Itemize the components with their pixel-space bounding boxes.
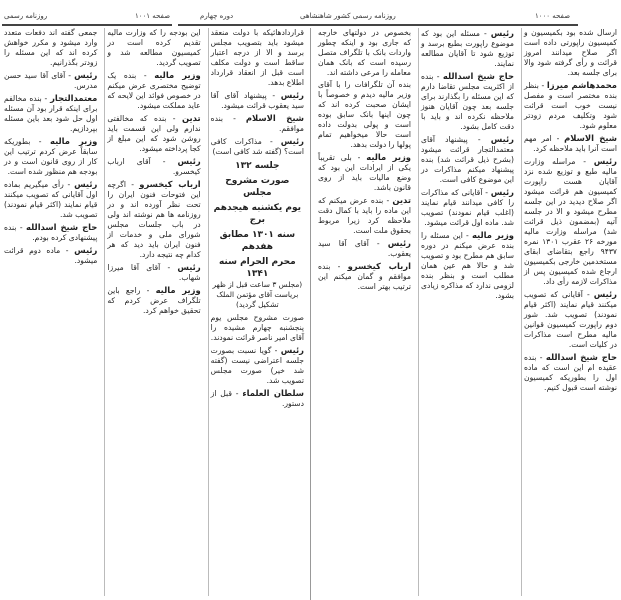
right-page-number: صفحه ۱۰۰۰	[535, 12, 571, 20]
paragraph-text: آقای آقا سید یعقوب.	[318, 239, 411, 258]
speaker-name: رئیس	[74, 245, 98, 255]
paragraph-text: بنده عرض میکنم که این ماده را باید با کمال دقت ملاحظه کرد زیرا مربوط بحقوق ملت است.	[318, 196, 411, 235]
paragraph: رئیس - آقایانی که تصویب میکنند قیام نمایند (اکثر قیام نمودند) تصویب شد. شور دوم راپورت کمیسیون قوانین مالیه مطرح است مذاکرات در کلیات است.	[524, 289, 617, 349]
paragraph-text: آقای آقا میرزا شهاب.	[107, 263, 201, 282]
paragraph-text: بلی تقریباً یکی از ایرادات این بود که وضع مالیات باید از روی قانون باشد.	[318, 153, 411, 192]
paragraph: محمدهاشم میرزا - بنظر بنده مختصر است و مفصل نیست خوب است قرائت شود وتکلیف مردم زودتر معلوم شود.	[524, 80, 617, 130]
paragraph-text: بنده آن تلگرافات را با آقای وزیر مالیه دیدم و خصوصاً با ایشان صحبت کرده اند که چون اینها بانک سابق بوده است و پولی بدولت داده است حالا میخواهیم تمام پولها را دولت بدهد.	[318, 80, 411, 149]
paragraph: حاج شیخ اسدالله - بنده عقیده ام این است که ماده اول را بطوریکه کمیسیون نوشته است قبول کنیم.	[524, 352, 617, 392]
right-page-title: روزنامه رسمی کشور شاهنشاهی	[300, 12, 396, 20]
paragraph-text: آقایانی که مذاکرات را کافی میدانند قیام نمایند (اغلب قیام نمودند) تصویب شد. ماده اول قرائت میشود.	[421, 188, 514, 227]
paragraph	[318, 80, 411, 150]
session-heading: جلسه ۱۳۲	[235, 161, 280, 171]
speaker-name: رئیس	[74, 70, 98, 80]
paragraph: رئیس - پیشنهاد آقای معتمدالتجار قرائت میشود (بشرح ذیل قرائت شد) بنده پیشنهاد میکنم مذاکرات در این موضوع کافی است.	[421, 134, 514, 184]
paragraph	[211, 28, 304, 88]
speaker-name: حاج شیخ اسدالله	[26, 222, 98, 232]
speaker-name: رئیس	[490, 187, 514, 197]
paragraph: رئیس - آقایانی که مذاکرات را کافی میدانند قیام نمایند (اغلب قیام نمودند) تصویب شد. ماده اول قرائت میشود.	[421, 187, 514, 227]
speaker-name: رئیس	[280, 136, 305, 146]
paragraph-text: مراسله وزارت مالیه طبع و توزیع شده نزد آقایان هست راپورت کمیسیون هم قرائت میشود اگر صلاح دیدید در این جلسه مطرح میشود و الا در جلسه آتیه (بمضمون ذیل قرائت شد) مراسله وزارت مالیه مورخه ۲۶ عقرب ۱۳۰۱ نمره ۹۴۳۷ راجع بتقاضای ابقای مستخدمین خارجی بکمیسیون ارجاع شده کمیسیون پس از مذاکرات لازمه رأی داد.	[524, 157, 617, 286]
paragraph-text: بطوریکه سابقاً عرض کردم ترتیب این کار از روی قانون است و در بودجه هم منظور شده است.	[4, 137, 98, 176]
left-page	[2, 28, 306, 596]
speaker-name: رئیس	[593, 289, 617, 299]
running-header	[0, 0, 621, 22]
paragraph	[211, 313, 304, 343]
speaker-name: شیخ الاسلام	[564, 133, 617, 143]
speaker-name: رئیس	[177, 262, 201, 272]
paragraph: شیخ الاسلام - بنده موافقم.	[210, 113, 304, 133]
paragraph: ارباب کیخسرو - بنده موافقم و گمان میکنم این ترتیب بهتر است.	[318, 261, 411, 291]
paragraph	[524, 28, 617, 78]
session-note: (مجلس ۳ ساعت قبل از ظهر بریاست آقای مؤتمن الملک تشکیل گردید)	[212, 280, 303, 309]
text-column	[418, 28, 516, 596]
session-heading: محرم الحرام سنه ۱۳۴۱	[218, 257, 296, 279]
paragraph: وزیر مالیه - راجع باین تلگراف عرض کردم که تحقیق خواهم کرد.	[107, 285, 201, 315]
text-column	[521, 28, 619, 596]
paragraph: حاج شیخ اسدالله - بنده از اکثریت مجلس تقاضا دارم که این مسئله را بگذارند برای جلسه بعد چون آقایان هنوز ملاحظه نکرده اند و باید با دقت کامل بشود.	[421, 71, 514, 131]
paragraph: ارباب کیخسرو - اگرچه این فتوحات فنون ایران را تحت نظر آورده اند و در روزنامه ها هم نوشته اند ولی در باب جلسات مجلس شورای ملی و خدمات از فنون ایران باید دید که هر کدام چه نتیجه دارد.	[107, 179, 201, 259]
speaker-name: حاج شیخ اسدالله	[545, 352, 617, 362]
paragraph: رئیس - ماده دوم قرائت میشود.	[4, 245, 98, 265]
paragraph-text: رأی میگیریم بماده اول آقایانی که تصویب میکنند قیام نمایند (اکثر قیام نمودند) تصویب شد.	[4, 180, 98, 219]
paragraph-text: راجع باین تلگراف عرض کردم که تحقیق خواهم کرد.	[107, 286, 201, 315]
paragraph-text: جمعی گفته اند دفعات متعدد وارد میشود و مکرر خواهش کرده اند که این مسئله را زودتر بگذرانیم.	[4, 28, 98, 67]
paragraph	[318, 28, 411, 78]
speaker-name: وزیر مالیه	[471, 230, 514, 240]
speaker-name: وزیر مالیه	[154, 70, 201, 80]
paragraph-text: بنده مخالفم برای اینکه قرار بود آن مسئله اول حل شود بعد باین مسئله بپردازیم.	[4, 94, 98, 133]
left-page-title: روزنامه رسمی	[4, 12, 48, 20]
paragraph-text: آقای ارباب کیخسرو.	[107, 157, 201, 176]
speaker-name: ارباب کیخسرو	[347, 261, 411, 271]
paragraph-text: این مسئله را بنده عرض میکنم در دوره سابق هم مطرح بود و تصویب شد و حالا هم عین همان مطلب است و بنظر بنده لزومی ندارد که مذاکره زیادی بشود.	[421, 231, 514, 300]
paragraph-text: بنده از اکثریت مجلس تقاضا دارم که این مسئله را بگذارند برای جلسه بعد چون آقایان هنوز ملاحظه نکرده اند و باید با دقت کامل بشود.	[421, 72, 514, 131]
paragraph: تدین - بنده که مخالفتی ندارم ولی این قسمت باید روشن شود که این مبلغ از کجا پرداخته میشود.	[107, 113, 201, 153]
paragraph-text: این بودجه را که وزارت مالیه تقدیم کرده است در کمیسیون مطالعه شد و تصویب گردید.	[107, 28, 201, 67]
paragraph-text: آقایانی که تصویب میکنند قیام نمایند (اکثر قیام نمودند) تصویب شد. شور دوم راپورت کمیسیون قوانین مالیه مطرح است مذاکرات در کلیات است.	[524, 290, 617, 349]
session-heading: یوم یکشنبه هیجدهم برج	[213, 203, 302, 225]
speaker-name: رئیس	[490, 134, 514, 144]
paragraph-text: اگرچه این فتوحات فنون ایران را تحت نظر آورده اند و در روزنامه ها هم نوشته اند ولی در باب جلسات مجلس شورای ملی و خدمات از فنون ایران باید دید که هر کدام چه نتیجه دارد.	[107, 180, 201, 259]
text-column	[316, 28, 413, 596]
paragraph: رئیس - آقای آقا میرزا شهاب.	[107, 262, 201, 282]
paragraph-text: امر مهم است آنرا باید ملاحظه کرد.	[524, 134, 617, 153]
speaker-name: تدین	[392, 195, 411, 205]
paragraph: حاج شیخ اسدالله - بنده پیشنهادی کرده بودم.	[4, 222, 98, 242]
speaker-name: رئیس	[490, 28, 514, 38]
paragraph: رئیس - آقای آقا سید یعقوب.	[318, 238, 411, 258]
paragraph-text: مذاکرات کافی است؟ (گفته شد کافی است)	[210, 137, 304, 156]
paragraph-text: ماده دوم قرائت میشود.	[4, 246, 98, 265]
paragraph-text: بنده عقیده ام این است که ماده اول را بطوریکه کمیسیون نوشته است قبول کنیم.	[524, 353, 617, 392]
paragraph: رئیس - مراسله وزارت مالیه طبع و توزیع شده نزد آقایان هست راپورت کمیسیون هم قرائت میشود اگر صلاح دیدید در این جلسه مطرح میشود و الا در جلسه آتیه (بمضمون ذیل قرائت شد) مراسله وزارت مالیه مورخه ۲۶ عقرب ۱۳۰۱ نمره ۹۴۳۷ راجع بتقاضای ابقای مستخدمین خارجی بکمیسیون ارجاع شده کمیسیون پس از مذاکرات لازمه رأی داد.	[524, 156, 617, 286]
speaker-name: رئیس	[387, 238, 411, 248]
speaker-name: ارباب کیخسرو	[139, 179, 201, 189]
paragraph-text: قراردادهائیکه با دولت منعقد میشود باید بتصویب مجلس برسد و الا از درجه اعتبار ساقط است و دولت مکلف است قبل از انعقاد قرارداد اطلاع بدهد.	[210, 28, 304, 87]
right-period: دوره چهارم	[200, 12, 234, 20]
speaker-name: وزیر مالیه	[50, 136, 98, 146]
page-spine	[310, 28, 311, 600]
header-rule-right	[178, 24, 578, 26]
paragraph: سلطان العلماء - قبل از دستور.	[210, 388, 304, 408]
speaker-name: محمدهاشم میرزا	[546, 80, 617, 90]
paragraph: رئیس - پیشنهاد آقای آقا سید یعقوب قرائت میشود.	[210, 90, 304, 110]
session-heading: سنه ۱۳۰۱ مطابق هفدهم	[219, 230, 296, 252]
paragraph-text: بنده پیشنهادی کرده بودم.	[4, 223, 98, 242]
paragraph-text: بنده موافقم.	[210, 114, 304, 133]
speaker-name: وزیر مالیه	[155, 285, 201, 295]
paragraph	[4, 28, 97, 68]
speaker-name: رئیس	[280, 345, 304, 355]
paragraph-text: پیشنهاد آقای آقا سید یعقوب قرائت میشود.	[210, 91, 304, 110]
paragraph: تدین - بنده عرض میکنم که این ماده را باید با کمال دقت ملاحظه کرد زیرا مربوط بحقوق ملت است.	[318, 195, 411, 235]
paragraph: شیخ الاسلام - امر مهم است آنرا باید ملاحظه کرد.	[524, 133, 617, 153]
paragraph: رئیس - مسئله این بود که موضوع راپورت بطبع برسد و توزیع شود تا آقایان مطالعه نمایند.	[421, 28, 514, 68]
paragraph: وزیر مالیه - این مسئله را بنده عرض میکنم در دوره سابق هم مطرح بود و تصویب شد و حالا هم عین همان مطلب است و بنظر بنده لزومی ندارد که مذاکره زیادی بشود.	[421, 230, 514, 300]
paragraph-text: قبل از دستور.	[210, 389, 304, 408]
speaker-name: رئیس	[74, 179, 98, 189]
speaker-name: حاج شیخ اسدالله	[442, 71, 514, 81]
speaker-name: وزیر مالیه	[366, 152, 411, 162]
paragraph	[107, 28, 200, 68]
speaker-name: معتمدالتجار	[50, 93, 98, 103]
text-column	[104, 28, 202, 596]
paragraph: رئیس - آقای آقا سید حسن مدرس.	[4, 70, 98, 90]
paragraph: رئیس - آقای ارباب کیخسرو.	[107, 156, 201, 176]
speaker-name: شیخ الاسلام	[245, 113, 304, 123]
speaker-name: رئیس	[593, 156, 617, 166]
speaker-name: تدین	[182, 113, 201, 123]
paragraph-text: صورت مشروح مجلس یوم پنجشنبه چهارم مشیده را آقای امیر ناصر قرائت نمودند.	[210, 313, 304, 342]
paragraph: وزیر مالیه - بنده یک توضیح مختصری عرض میکنم در خصوص فوائد این لایحه که عاید مملکت میشود.	[107, 70, 201, 110]
paragraph: معتمدالتجار - بنده مخالفم برای اینکه قرار بود آن مسئله اول حل شود بعد باین مسئله بپردازیم.	[4, 93, 98, 133]
paragraph-text: بنده که مخالفتی ندارم ولی این قسمت باید روشن شود که این مبلغ از کجا پرداخته میشود.	[107, 114, 201, 153]
header-rule-left	[2, 24, 172, 26]
speaker-name: رئیس	[177, 156, 201, 166]
session-heading: صورت مشروح مجلس	[225, 176, 290, 198]
paragraph-text: پیشنهاد آقای معتمدالتجار قرائت میشود (بشرح ذیل قرائت شد) بنده پیشنهاد میکنم مذاکرات در این موضوع کافی است.	[421, 135, 514, 184]
paragraph-text: آقای آقا سید حسن مدرس.	[4, 71, 98, 90]
paragraph-text: بنده یک توضیح مختصری عرض میکنم در خصوص فوائد این لایحه که عاید مملکت میشود.	[107, 71, 201, 110]
paragraph-text: مسئله این بود که موضوع راپورت بطبع برسد و توزیع شود تا آقایان مطالعه نمایند.	[421, 29, 514, 68]
paragraph-text: بخصوص در دولتهای خارجه که جاری بود و اینکه چطور واردات بانک با تلگراف متصل رسیده است که بانک همان معامله را مرعی داشته اند.	[318, 28, 411, 77]
paragraph: وزیر مالیه - بلی تقریباً یکی از ایرادات این بود که وضع مالیات باید از روی قانون باشد.	[318, 152, 411, 192]
left-page-number: صفحه ۱۰۰۱	[135, 12, 171, 20]
paragraph: وزیر مالیه - بطوریکه سابقاً عرض کردم ترتیب این کار از روی قانون است و در بودجه هم منظور شده است.	[4, 136, 98, 176]
right-page	[316, 28, 619, 596]
paragraph: رئیس - گویا نسبت بصورت جلسه اعتراضی نیست (گفته شد خیر) صورت مجلس تصویب شد.	[210, 345, 304, 385]
paragraph: رئیس - رأی میگیریم بماده اول آقایانی که تصویب میکنند قیام نمایند (اکثر قیام نمودند) تصویب شد.	[4, 179, 98, 219]
text-column	[208, 28, 306, 596]
paragraph-text: ارسال شده بود بکمیسیون و کمیسیون راپورتی داده است اگر صلاح میدانند امروز قرائت و رأی گرفته شود والا برای جلسه بعد.	[524, 28, 617, 77]
text-column	[2, 28, 99, 596]
speaker-name: رئیس	[280, 90, 304, 100]
paragraph-text: گویا نسبت بصورت جلسه اعتراضی نیست (گفته شد خیر) صورت مجلس تصویب شد.	[210, 346, 304, 385]
paragraph-text: بنده موافقم و گمان میکنم این ترتیب بهتر است.	[318, 262, 411, 291]
paragraph: رئیس - مذاکرات کافی است؟ (گفته شد کافی است)	[210, 136, 305, 156]
paragraph-text: بنظر بنده مختصر است و مفصل نیست خوب است قرائت شود وتکلیف مردم زودتر معلوم شود.	[524, 81, 617, 130]
speaker-name: سلطان العلماء	[242, 388, 304, 398]
